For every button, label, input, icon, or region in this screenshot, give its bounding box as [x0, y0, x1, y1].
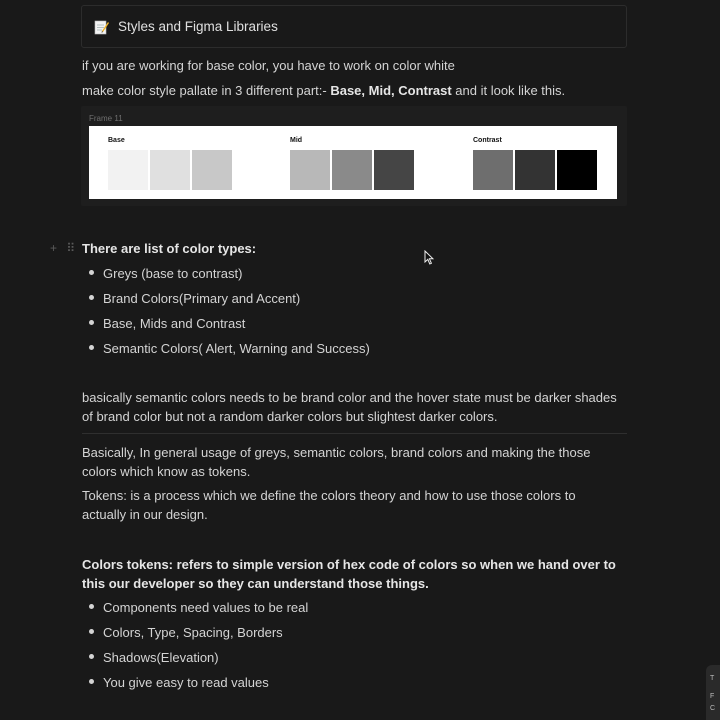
paragraph-palette: make color style pallate in 3 different part:- Base, Mid, Contrast and it look like this.: [82, 83, 566, 98]
swatch-base-1: [108, 150, 148, 190]
group-label-contrast: Contrast: [473, 137, 502, 144]
bullet-dot: [89, 679, 94, 684]
swatch-contrast-2: [515, 150, 555, 190]
corner-letter: F: [710, 693, 715, 700]
color-palette-frame: [89, 126, 617, 199]
swatch-mid-1: [290, 150, 330, 190]
paragraph-tokens: Tokens: is a process which we define the colors theory and how to use those colors to actually in our design.: [82, 488, 576, 522]
bullet-dot: [89, 270, 94, 275]
page-link-title: Styles and Figma Libraries: [118, 19, 278, 34]
bullet-dot: [89, 629, 94, 634]
group-label-mid: Mid: [290, 137, 303, 144]
bullet-dot: [89, 604, 94, 609]
list-item: Semantic Colors( Alert, Warning and Success): [103, 341, 370, 356]
swatch-base-3: [192, 150, 232, 190]
swatch-contrast-1: [473, 150, 513, 190]
corner-panel[interactable]: [706, 665, 720, 720]
figma-frame-embed[interactable]: [81, 106, 627, 206]
list-item: Components need values to be real: [103, 600, 309, 615]
corner-letter: C: [710, 705, 716, 712]
group-label-base: Base: [108, 137, 125, 144]
paragraph-semantic: basically semantic colors needs to be brand color and the hover state must be darker shades of brand color but not a random darker colors but slightest darker colors.: [82, 390, 617, 424]
block-drag-handle-icon[interactable]: + ⠿: [50, 241, 79, 255]
list-heading: There are list of color types:: [82, 241, 257, 256]
list-item: Shadows(Elevation): [103, 650, 219, 665]
list-item: Brand Colors(Primary and Accent): [103, 291, 301, 306]
mouse-cursor-icon: [424, 250, 434, 270]
swatch-contrast-3: [557, 150, 597, 190]
swatch-base-2: [150, 150, 190, 190]
corner-letter: T: [710, 675, 715, 682]
list-item: Colors, Type, Spacing, Borders: [103, 625, 283, 640]
bullet-dot: [89, 654, 94, 659]
memo-icon: [93, 19, 109, 35]
list-item: You give easy to read values: [103, 675, 269, 690]
divider: [82, 433, 627, 434]
paragraph-usage: Basically, In general usage of greys, semantic colors, brand colors and making the those colors which know as tokens.: [82, 445, 591, 479]
bullet-dot: [89, 295, 94, 300]
list-item: Greys (base to contrast): [103, 266, 243, 281]
paragraph-base-color: if you are working for base color, you have to work on color white: [82, 58, 455, 73]
bullet-dot: [89, 320, 94, 325]
frame-label: Frame 11: [89, 114, 123, 123]
page-link-styles-figma[interactable]: [81, 5, 627, 48]
swatch-mid-3: [374, 150, 414, 190]
paragraph-color-tokens: Colors tokens: refers to simple version of hex code of colors so when we hand over to this our developer so they can understand those things.: [82, 557, 616, 591]
bullet-dot: [89, 345, 94, 350]
swatch-mid-2: [332, 150, 372, 190]
list-item: Base, Mids and Contrast: [103, 316, 246, 331]
